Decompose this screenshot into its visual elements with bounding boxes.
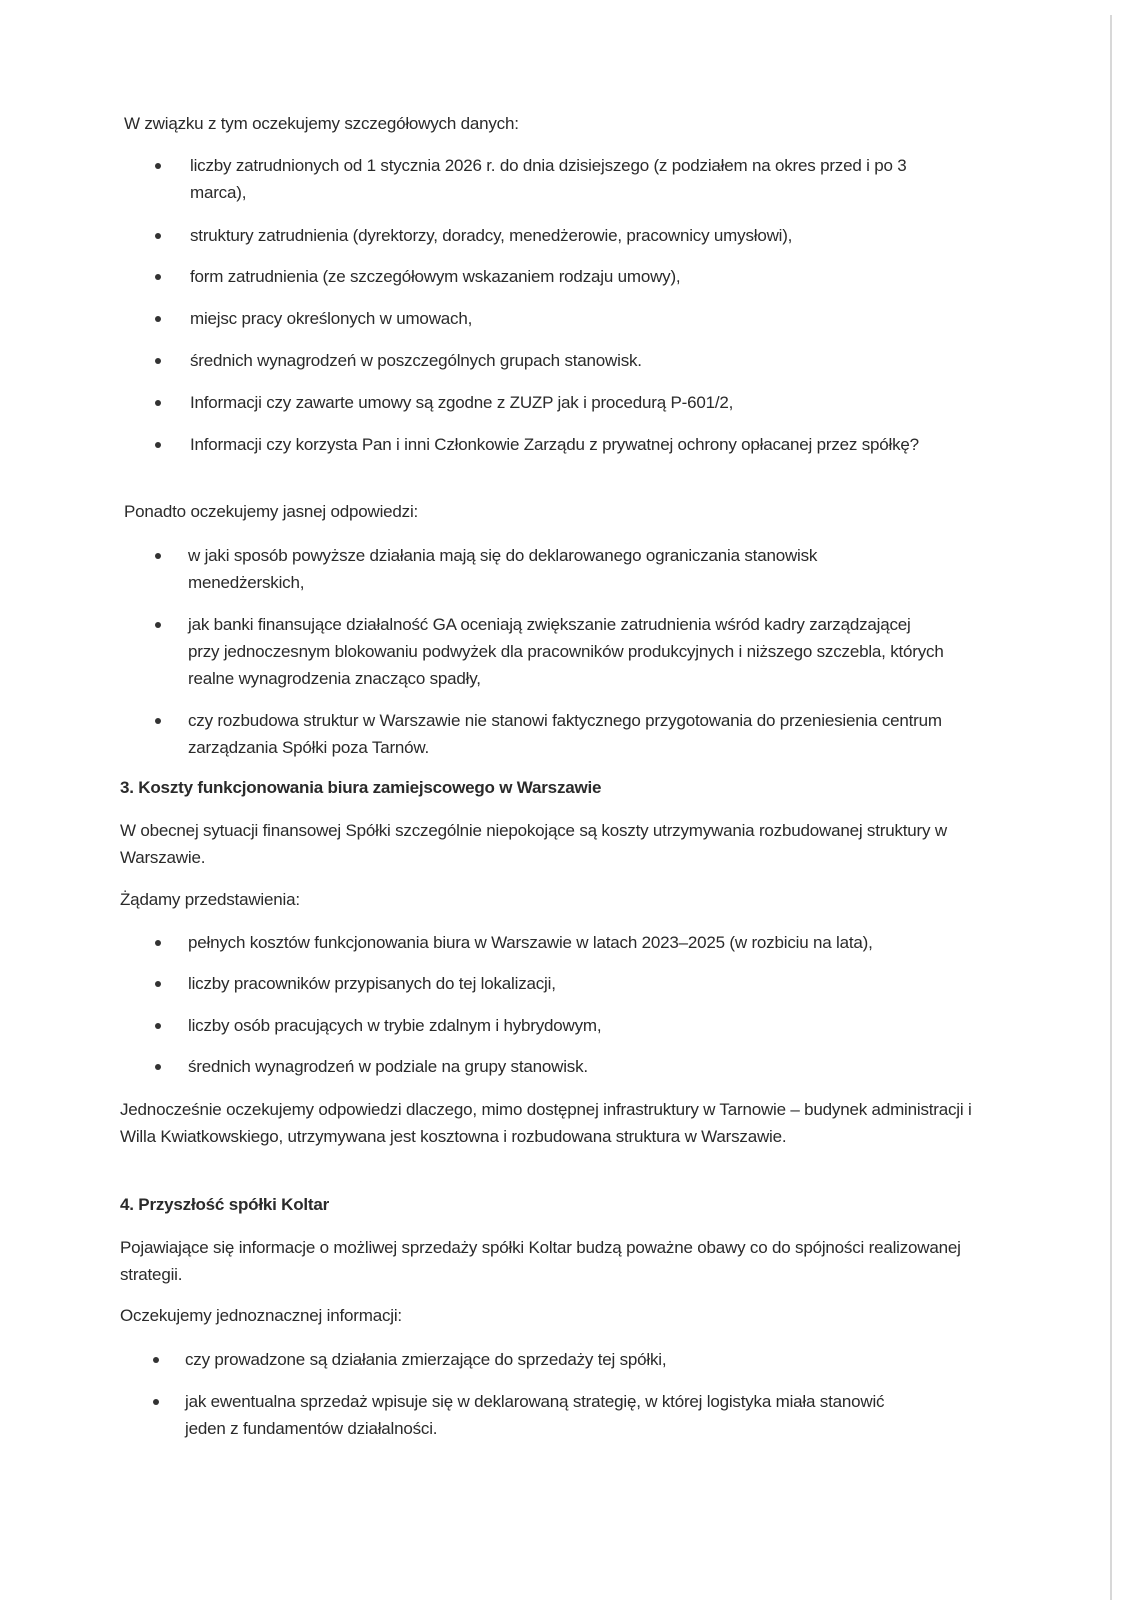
section-4-heading: 4. Przyszłość spółki Koltar	[120, 1195, 330, 1214]
bullet-icon	[155, 622, 161, 628]
list-item: średnich wynagrodzeń w poszczególnych grupach stanowisk.	[155, 347, 955, 374]
bullet-icon	[155, 233, 161, 239]
bullet-icon	[155, 940, 161, 946]
bullet-icon	[155, 981, 161, 987]
list-item: liczby pracowników przypisanych do tej lokalizacji,	[155, 970, 995, 997]
list-item: w jaki sposób powyższe działania mają się do deklarowanego ograniczania stanowisk menedżerskich,	[155, 542, 915, 596]
bullet-icon	[155, 442, 161, 448]
list-item: miejsc pracy określonych w umowach,	[155, 305, 955, 332]
section-4-intro: Oczekujemy jednoznacznej informacji:	[120, 1306, 402, 1325]
intro-paragraph-1: W związku z tym oczekujemy szczegółowych danych:	[124, 114, 519, 133]
bullet-icon	[155, 400, 161, 406]
section-3-closing: Jednocześnie oczekujemy odpowiedzi dlaczego, mimo dostępnej infrastruktury w Tarnowie – budynek administracji i Willa Kwiatkowskiego, utrzymywana jest kosztowna i rozbudowana struktura w Warszawie.	[120, 1100, 972, 1146]
bullet-icon	[153, 1357, 159, 1363]
list-item: pełnych kosztów funkcjonowania biura w Warszawie w latach 2023–2025 (w rozbiciu na lata),	[155, 929, 995, 956]
bullet-icon	[155, 1023, 161, 1029]
list-item: liczby osób pracujących w trybie zdalnym i hybrydowym,	[155, 1012, 995, 1039]
bullet-icon	[155, 316, 161, 322]
bullet-icon	[155, 274, 161, 280]
bullet-icon	[155, 1064, 161, 1070]
bullet-icon	[153, 1399, 159, 1405]
list-item: liczby zatrudnionych od 1 stycznia 2026 r. do dnia dzisiejszego (z podziałem na okres przed i po 3 marca),	[155, 152, 955, 206]
scan-edge-line	[1110, 15, 1112, 1600]
list-item: jak banki finansujące działalność GA oceniają zwiększanie zatrudnienia wśród kadry zarządzającej przy jednoczesnym blokowaniu podwyżek dla pracowników produkcyjnych i niższego szczebla, których realne wynagrodzenia znacząco spadły,	[155, 611, 945, 692]
list-item: średnich wynagrodzeń w podziale na grupy stanowisk.	[155, 1053, 995, 1080]
section-4-paragraph: Pojawiające się informacje o możliwej sprzedaży spółki Koltar budzą poważne obawy co do spójności realizowanej strategii.	[120, 1238, 961, 1284]
section-3-paragraph: W obecnej sytuacji finansowej Spółki szczególnie niepokojące są koszty utrzymywania rozbudowanej struktury w Warszawie.	[120, 821, 947, 867]
list-item: form zatrudnienia (ze szczegółowym wskazaniem rodzaju umowy),	[155, 263, 955, 290]
list-item: Informacji czy zawarte umowy są zgodne z ZUZP jak i procedurą P-601/2,	[155, 389, 955, 416]
bullet-icon	[155, 718, 161, 724]
list-item: Informacji czy korzysta Pan i inni Członkowie Zarządu z prywatnej ochrony opłacanej przez spółkę?	[155, 431, 955, 458]
list-item: struktury zatrudnienia (dyrektorzy, doradcy, menedżerowie, pracownicy umysłowi),	[155, 222, 955, 249]
bullet-icon	[155, 358, 161, 364]
section-3-heading: 3. Koszty funkcjonowania biura zamiejscowego w Warszawie	[120, 778, 602, 797]
bullet-icon	[155, 163, 161, 169]
list-item: czy prowadzone są działania zmierzające do sprzedaży tej spółki,	[153, 1346, 973, 1373]
list-item: czy rozbudowa struktur w Warszawie nie stanowi faktycznego przygotowania do przeniesienia centrum zarządzania Spółki poza Tarnów.	[155, 707, 975, 761]
list-item: jak ewentualna sprzedaż wpisuje się w deklarowaną strategię, w której logistyka miała stanowić jeden z fundamentów działalności.	[153, 1388, 913, 1442]
intro-paragraph-2: Ponadto oczekujemy jasnej odpowiedzi:	[124, 502, 419, 521]
bullet-icon	[155, 553, 161, 559]
section-3-intro: Żądamy przedstawienia:	[120, 890, 300, 909]
